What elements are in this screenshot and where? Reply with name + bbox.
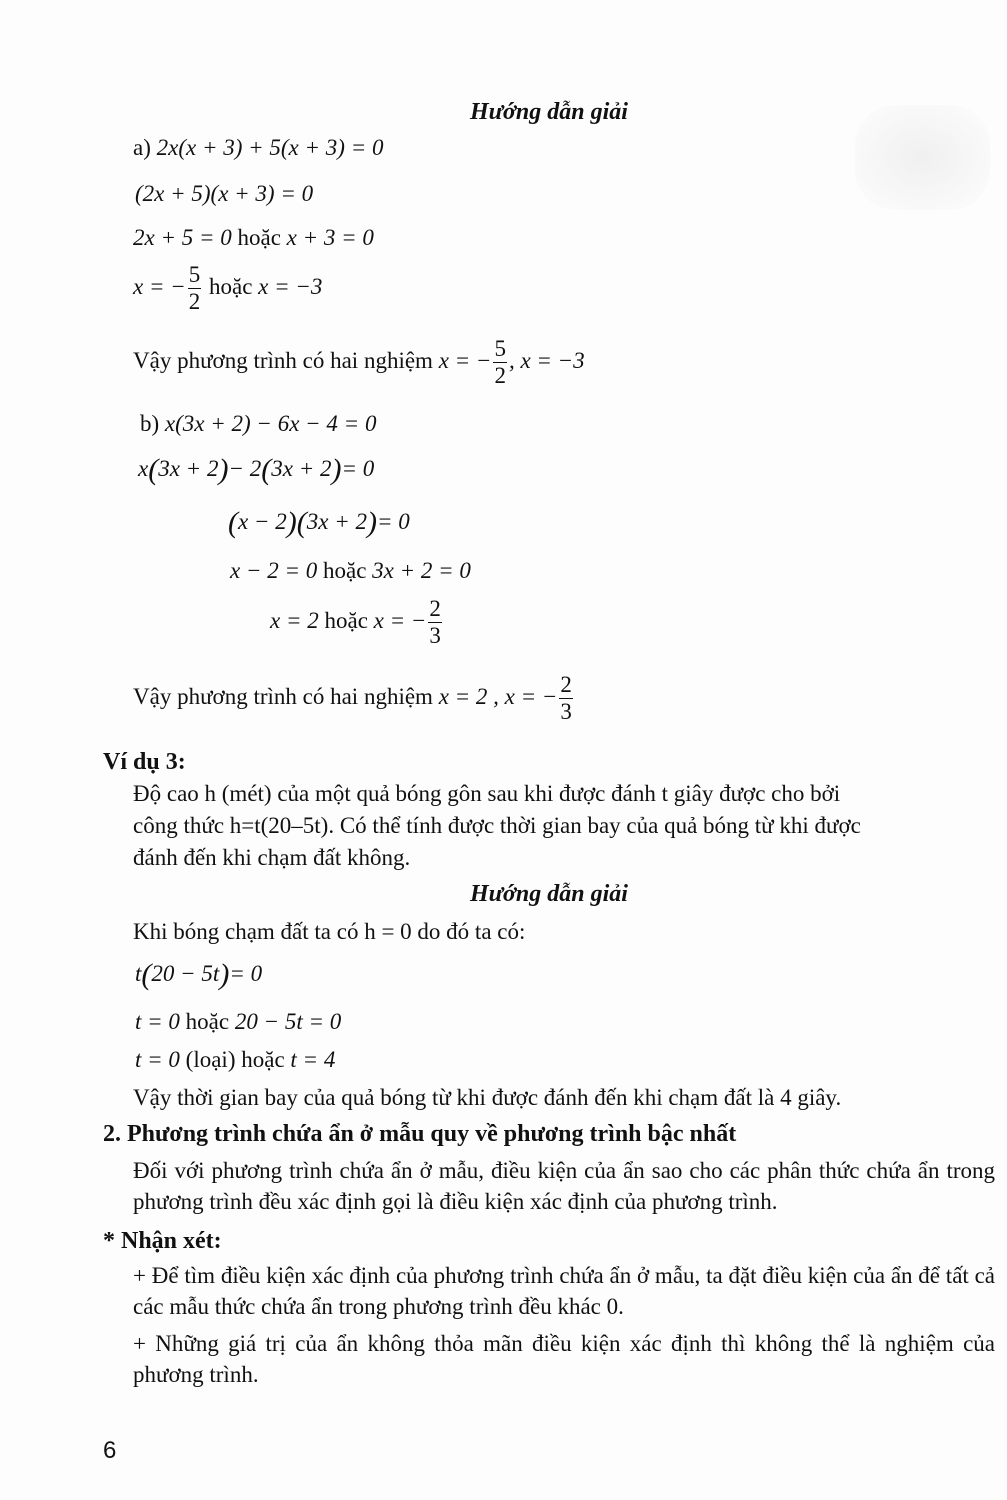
minus-2: − 2 [228,456,262,481]
fraction-denominator: 2 [494,363,506,388]
equals-zero: = 0 [229,961,263,986]
section-2-paragraph: Đối với phương trình chứa ẩn ở mẫu, điều kiện của ẩn sao cho các phân thức chứa ẩn trong phương trình đều xác định gọi là điều kiện xác định của phương trình. [133,1158,995,1214]
t-equals-0: t = 0 [135,1047,180,1072]
page-number: 6 [103,1437,117,1464]
conclusion-root1: x = 2 , [438,683,499,709]
part-a-equation-1: 2x(x + 3) + 5(x + 3) = 0 [156,135,384,160]
fraction-denominator: 2 [188,289,201,314]
equals-zero: = 0 [376,509,410,534]
fraction-numerator: 5 [188,262,201,287]
conclusion-root2: , x = −3 [508,347,585,373]
or-word: hoặc [323,558,367,583]
example-3-solution-line-4 [135,1046,335,1074]
factor-3x-plus-2: 3x + 2 [271,456,332,481]
or-word: hoặc [185,1009,230,1034]
factor-3x-plus-2: 3x + 2 [158,456,219,481]
example-3-solution-line-3 [135,1008,341,1036]
t-equals-4: t = 4 [290,1047,336,1072]
fraction-5-2 [493,336,507,389]
fraction-2-3 [428,596,442,649]
part-b-root1: x = 2 [270,607,319,633]
factor-t: t [135,961,142,986]
part-b-label: b) [140,411,160,436]
part-b-line-4 [230,557,471,585]
part-a-eq-right: x + 3 = 0 [286,225,374,250]
conclusion-root1-prefix: x = − [438,347,492,373]
equals-zero: = 0 [341,456,375,481]
fraction-denominator: 3 [560,699,572,724]
or-word: hoặc [324,607,368,633]
rejected-or: (loại) hoặc [185,1047,285,1072]
or-word: hoặc [237,225,281,250]
remark-point-1: + Để tìm điều kiện xác định của phương trình chứa ẩn ở mẫu, ta đặt điều kiện của ẩn để tất cả các mẫu thức chứa ẩn trong phương trình đều khác 0. [133,1263,995,1319]
part-a-root1-prefix: x = − [133,273,186,299]
example-3-problem-line-1: Độ cao h (mét) của một quả bóng gôn sau khi được đánh t giây được cho bởi [133,781,841,806]
part-b-root2-prefix: x = − [373,607,427,633]
factor-x: x [138,456,149,481]
part-b-eq-right: 3x + 2 = 0 [372,558,471,583]
fraction-denominator: 3 [429,623,441,648]
part-a-conclusion [133,336,585,389]
eq-20-minus-5t: 20 − 5t = 0 [234,1009,342,1034]
example-3-solution-line-2: t(20 − 5t)= 0 [135,958,263,991]
solution-heading-example-3: Hướng dẫn giải [470,881,628,907]
remark-point-2: + Những giá trị của ẩn không thỏa mãn điều kiện xác định thì không thể là nghiệm của phương trình. [133,1331,995,1387]
conclusion-root2-prefix: x = − [504,683,558,709]
part-b-line-5 [270,596,444,649]
example-3-conclusion: Vậy thời gian bay của quả bóng từ khi được đánh đến khi chạm đất là 4 giây. [133,1085,842,1110]
part-b-line-2: x(3x + 2)− 2(3x + 2)= 0 [138,453,375,486]
factor-20-minus-5t: 20 − 5t [151,961,220,986]
example-3-title: Ví dụ 3: [103,749,186,775]
fraction-numerator: 2 [560,672,572,697]
part-a-root2: x = −3 [258,273,323,299]
or-word: hoặc [209,273,253,299]
part-a-line-2: (2x + 5)(x + 3) = 0 [135,181,314,206]
fraction-numerator: 5 [494,336,506,361]
part-b-equation-1: x(3x + 2) − 6x − 4 = 0 [164,411,377,436]
conclusion-text: Vậy phương trình có hai nghiệm [133,347,433,373]
remark-title: * Nhận xét: [103,1228,222,1254]
part-a-line-1 [133,134,383,162]
part-a-eq-left: 2x + 5 = 0 [133,225,232,250]
t-equals-0: t = 0 [135,1009,180,1034]
example-3-solution-line-1: Khi bóng chạm đất ta có h = 0 do đó ta có: [133,919,526,944]
part-a-line-3 [133,224,374,252]
fraction-5-2 [188,262,202,315]
example-3-problem-line-3: đánh đến khi chạm đất không. [133,845,411,870]
part-b-line-1 [140,410,376,438]
section-2-title: 2. Phương trình chứa ẩn ở mẫu quy về phương trình bậc nhất [103,1121,737,1147]
solution-heading-a: Hướng dẫn giải [470,99,628,125]
factor-3x-plus-2: 3x + 2 [306,509,367,534]
fraction-2-3 [559,672,573,725]
conclusion-text: Vậy phương trình có hai nghiệm [133,683,433,709]
part-a-label: a) [133,135,151,160]
part-b-eq-left: x − 2 = 0 [230,558,318,583]
part-b-line-3: (x − 2)(3x + 2)= 0 [228,506,410,539]
paper-bleed-through [855,105,990,210]
fraction-numerator: 2 [429,596,441,621]
example-3-problem-line-2: công thức h=t(20–5t). Có thể tính được thời gian bay của quả bóng từ khi được [133,813,861,838]
part-a-line-4 [133,262,322,315]
part-b-conclusion [133,672,575,725]
factor-x-minus-2: x − 2 [238,509,287,534]
